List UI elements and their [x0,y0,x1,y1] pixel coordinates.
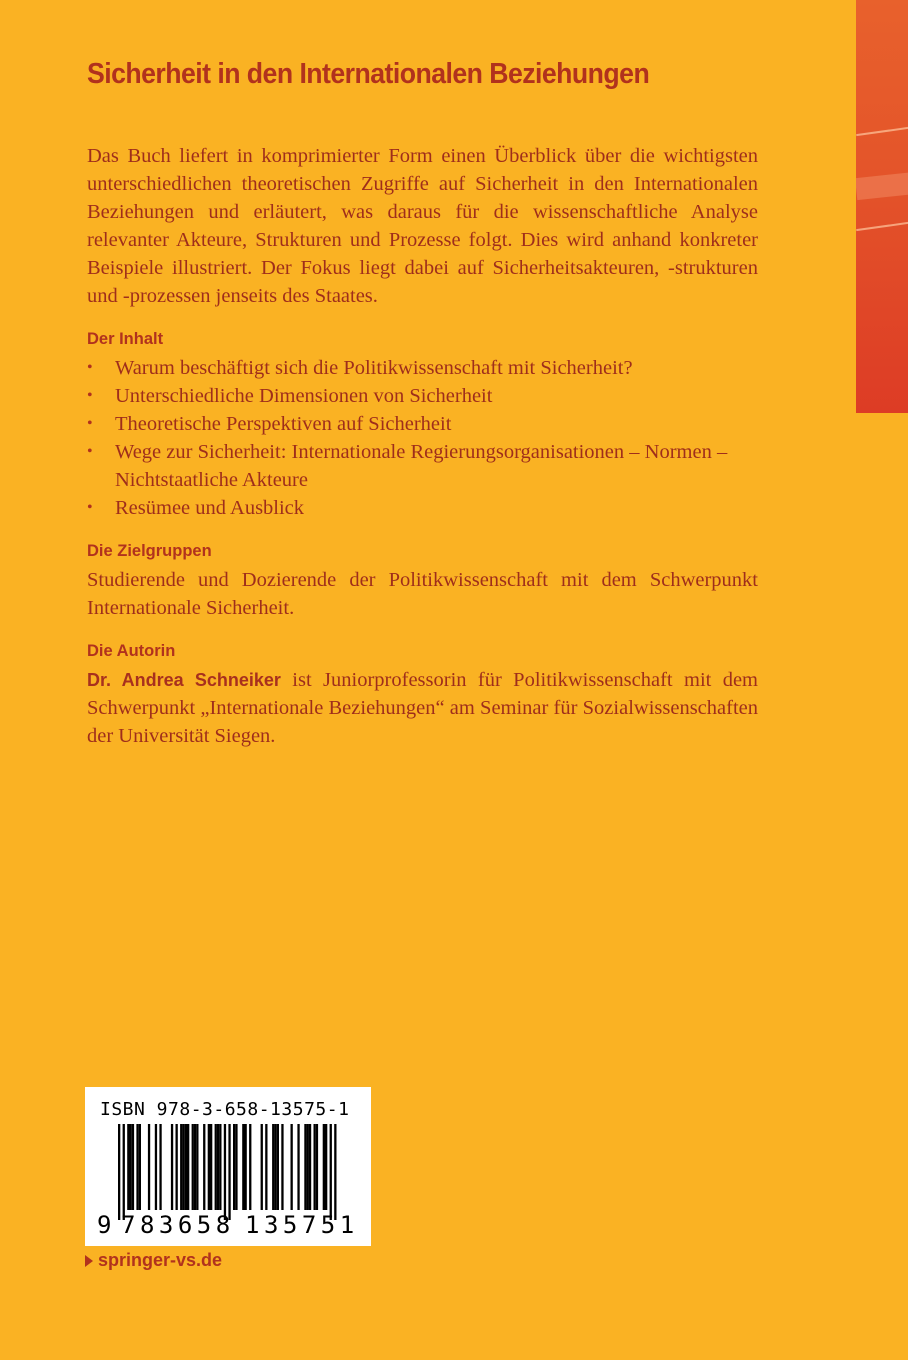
barcode-bar [307,1124,309,1210]
ean-digits-left: 783658 [121,1211,235,1239]
barcode-bar [215,1124,217,1210]
list-item: • Warum beschäftigt sich die Politikwissenschaft mit Sicherheit? [87,354,758,382]
list-item: • Unterschiedliche Dimensionen von Sicherheit [87,382,758,410]
author-paragraph [87,666,758,750]
barcode-bar [196,1124,198,1210]
barcode-bar [180,1124,182,1210]
barcode-bar [325,1124,327,1210]
barcode-bar [217,1124,219,1210]
barcode-bar [233,1124,235,1210]
contents-heading: Der Inhalt [87,330,164,348]
barcode-bar [187,1124,189,1210]
barcode-bar [194,1124,196,1210]
ean-digit-first: 9 [97,1211,112,1239]
barcode-bar [132,1124,134,1210]
bullet-icon: • [87,443,93,460]
barcode-bar [235,1124,237,1210]
strip-streak [856,221,908,231]
barcode-bar [277,1124,279,1210]
barcode-bar [291,1124,293,1210]
barcode-bar [242,1124,244,1210]
list-item: • Resümee und Ausblick [87,494,758,522]
barcode-bar [334,1124,336,1220]
barcode-bar [192,1124,194,1210]
target-paragraph: Studierende und Dozierende der Politikwissenschaft mit dem Schwerpunkt Internationale Sicherheit. [87,569,758,619]
barcode-bar [208,1124,210,1210]
barcode-bar [304,1124,306,1210]
barcode-bar [176,1124,178,1210]
barcode-bar [210,1124,212,1210]
ean-digits-right: 135751 [245,1211,359,1239]
barcode-bar [272,1124,274,1210]
book-title: Sicherheit in den Internationalen Beziehungen [87,58,650,90]
barcode-bar [245,1124,247,1210]
barcode-bar [309,1124,311,1210]
strip-streak [856,126,908,136]
strip-band [856,172,908,200]
barcode-bar [228,1124,230,1220]
arrow-right-icon [85,1255,93,1267]
bullet-icon: • [87,415,93,432]
barcode-bar [281,1124,283,1210]
barcode-bar [159,1124,161,1210]
bullet-icon: • [87,499,93,516]
bullet-icon: • [87,387,93,404]
barcode-bar [139,1124,141,1210]
back-cover-content [87,58,758,750]
target-heading: Die Zielgruppen [87,542,212,560]
barcode-bar [274,1124,276,1210]
barcode-bar [316,1124,318,1210]
barcode-bar [330,1124,332,1220]
barcode-bar [127,1124,129,1210]
barcode-bar [203,1124,205,1210]
list-item: • Wege zur Sicherheit: Internationale Regierungsorganisationen – Normen – Nichtstaatliche Akteure [87,438,758,494]
barcode-bar [314,1124,316,1210]
cover-side-strip [856,0,908,413]
barcode-bar [185,1124,187,1210]
isbn-barcode [85,1087,371,1246]
publisher-link[interactable] [85,1250,222,1271]
author-heading: Die Autorin [87,642,176,660]
barcode-bar [148,1124,150,1210]
bullet-icon: • [87,359,93,376]
barcode-bar [118,1124,120,1220]
barcode-bar [249,1124,251,1210]
barcode-bar [123,1124,125,1220]
author-name: Dr. Andrea Schneiker [87,670,281,690]
barcode-bar [182,1124,184,1210]
barcode-bar [265,1124,267,1210]
barcode-bar [171,1124,173,1210]
barcode-bar [219,1124,221,1210]
intro-paragraph: Das Buch liefert in komprimierter Form einen Überblick über die wichtigsten unterschiedlichen theoretischen Zugriffe auf Sicherheit in den Internationalen Beziehungen und erläutert, was daraus für die wissenschaftliche Analyse relevanter Akteure, Strukturen und Prozesse folgt. Dies wird anhand konkreter Beispiele illustriert. Der Fokus liegt dabei auf Sicherheitsakteuren, -strukturen und -prozessen jenseits des Staates. [87,145,758,307]
barcode-bar [155,1124,157,1210]
barcode-bar [323,1124,325,1210]
barcode-bar [130,1124,132,1210]
isbn-text: ISBN 978-3-658-13575-1 [100,1099,350,1120]
barcode-bar [261,1124,263,1210]
list-item: • Theoretische Perspektiven auf Sicherheit [87,410,758,438]
author-bio: ist Juniorprofessorin für Politikwissenschaft mit dem Schwerpunkt „Internationale Beziehungen“ am Seminar für Sozialwissenschaften der Universität Siegen. [87,669,759,747]
barcode-bar [297,1124,299,1210]
contents-list [87,354,758,522]
barcode-bar [136,1124,138,1210]
publisher-url: springer-vs.de [98,1250,223,1270]
barcode-bar [224,1124,226,1220]
